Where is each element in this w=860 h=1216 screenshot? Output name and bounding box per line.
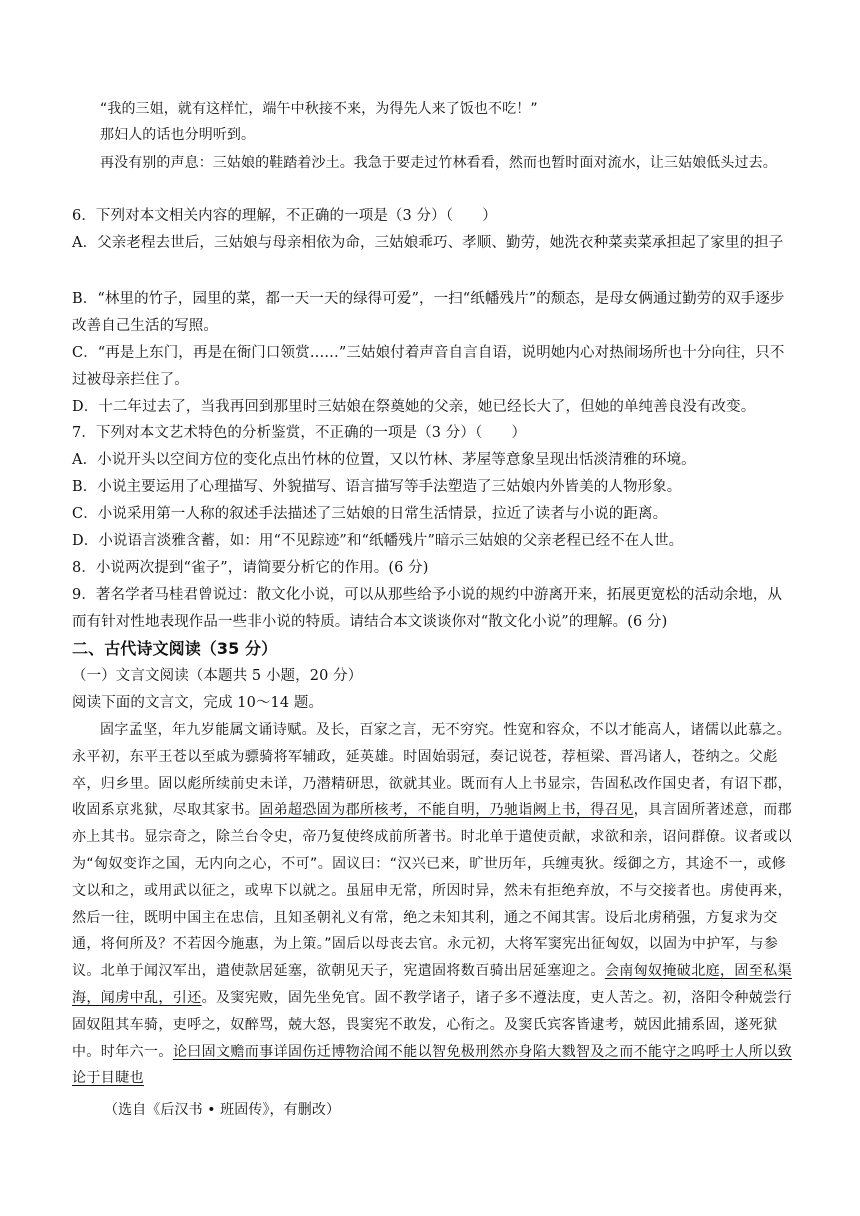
passage-source: （选自《后汉书 • 班固传》，有删改） <box>104 1102 341 1118</box>
question-7-option-b: B．小说主要运用了心理描写、外貌描写、语言描写等手法塑造了三姑娘内外皆美的人物形象。 <box>72 479 682 495</box>
passage-part-1: 固字孟坚，年九岁能属文诵诗赋。及长，百家之言，无不穷究。性宽和容众，不以才能高人，诸儒以此慕之。永平初，东平王苍以至戚为骠骑将军辅政，延英雄。时固始弱冠，奏记说苍，荐桓梁、晋冯诸人，苍纳之。父彪卒，归乡里。固以彪所续前史未详，乃潜精研思，欲就其业。既而有人上书显宗，告固私改作国史者，有诏下郡，收固系京兆狱，尽取其家书。 <box>72 722 792 819</box>
question-8: 8．小说两次提到“雀子”，请简要分析它的作用。(6 分) <box>72 560 429 576</box>
question-7-option-d: D．小说语言淡雅含蓄，如：用“不见踪迹”和“纸幡残片”暗示三姑娘的父亲老程已经不在人世。 <box>72 533 684 549</box>
underlined-sentence-3: 论曰固文赡而事详固伤迁博物洽闻不能以智免极刑然亦身陷大戮智及之而不能守之呜呼士人所以致论于目睫也 <box>72 1043 793 1087</box>
underlined-sentence-2: 会南匈奴掩破北庭，固至私渠海，闻虏中乱，引还 <box>72 963 793 1006</box>
question-6-option-c: C．“再是上东门，再是在衙门口领赏……”三姑娘付着声音自言自语，说明她内心对热闹场所也十分向往，只不过被母亲拦住了。 <box>72 345 785 388</box>
story-line-2: 那妇人的话也分明听到。 <box>100 127 256 143</box>
question-7-stem: 7．下列对本文艺术特色的分析鉴赏，不正确的一项是（3 分）（ ） <box>72 425 527 441</box>
story-line-1: “我的三姐，就有这样忙，端午中秋接不来，为得先人来了饭也不吃！” <box>100 101 538 117</box>
question-9: 9．著名学者马桂君曾说过：散文化小说，可以从那些给予小说的规约中游离开来，拓展更宽松的活动余地，从而有针对性地表现作品一些非小说的特质。请结合本文谈谈你对“散文化小说”的理解。(6 分) <box>72 587 783 630</box>
question-6-option-b: B．“林里的竹子，园里的菜，都一天一天的绿得可爱”，一扫“纸幡残片”的颓态，是母女俩通过勤劳的双手逐步改善自己生活的写照。 <box>72 291 785 334</box>
reading-instruction: 阅读下面的文言文，完成 10～14 题。 <box>72 695 324 711</box>
passage-part-3: 。及窦宪败，固先坐免官。固不教学诸子，诸子多不遵法度，吏人苦之。初，洛阳令种兢尝行固奴阻其车骑，吏呼之，奴醉骂，兢大怒，畏窦宪不敢发，心衔之。及窦氏宾客皆逮考，兢因此捕系固，遂死狱中。时年六一。 <box>72 989 793 1060</box>
question-6-option-a: A．父亲老程去世后，三姑娘与母亲相依为命，三姑娘乖巧、孝顺、勤劳，她洗衣种菜卖菜承担起了家里的担子 <box>72 235 784 251</box>
underlined-sentence-1: 固弟超恐固为郡所核考，不能自明，乃驰诣阙上书，得召见 <box>259 802 634 819</box>
passage-part-2: ，具言固所著述意，而郡亦上其书。显宗奇之，除兰台令史，帝乃复使终成前所著书。时北单于遣使贡献，求欲和亲，诏问群僚。议者或以为“匈奴变诈之国，无内向之心，不可”。固议曰：“汉兴已来，旷世历年，兵缠夷狄。绥御之方，其途不一，或修文以和之，或用武以征之，或卑下以就之。虽屈申无常，所因时异，然未有拒绝弃放，不与交接者也。虏使再来，然后一往，既明中国主在忠信，且知圣朝礼义有常，绝之未知其利，通之不闻其害。设后北虏稍强，方复求为交通，将何所及？不若因今施惠，为上策。”固后以母丧去官。永元初，大将军窦宪出征匈奴，以固为中护军，与参议。北单于闻汉军出，遣使款居延塞，欲朝见天子，宪遣固将数百骑出居延塞迎之。 <box>72 802 793 980</box>
question-7-option-a: A．小说开头以空间方位的变化点出竹林的位置，又以竹林、茅屋等意象呈现出恬淡清雅的环境。 <box>72 452 696 468</box>
question-7-option-c: C．小说采用第一人称的叙述手法描述了三姑娘的日常生活情景，拉近了读者与小说的距离。 <box>72 506 668 522</box>
question-6-option-d: D．十二年过去了，当我再回到那里时三姑娘在祭奠她的父亲，她已经长大了，但她的单纯善良没有改变。 <box>72 399 756 415</box>
classical-passage <box>72 717 798 1092</box>
question-6-stem: 6．下列对本文相关内容的理解，不正确的一项是（3 分）（ ） <box>72 208 497 224</box>
story-line-3: 再没有别的声息：三姑娘的鞋踏着沙土。我急于要走过竹林看看，然而也暂时面对流水，让三姑娘低头过去。 <box>100 155 777 171</box>
section-2-title: 二、古代诗文阅读（35 分） <box>72 639 278 658</box>
subsection-title: （一）文言文阅读（本题共 5 小题，20 分） <box>72 668 363 684</box>
